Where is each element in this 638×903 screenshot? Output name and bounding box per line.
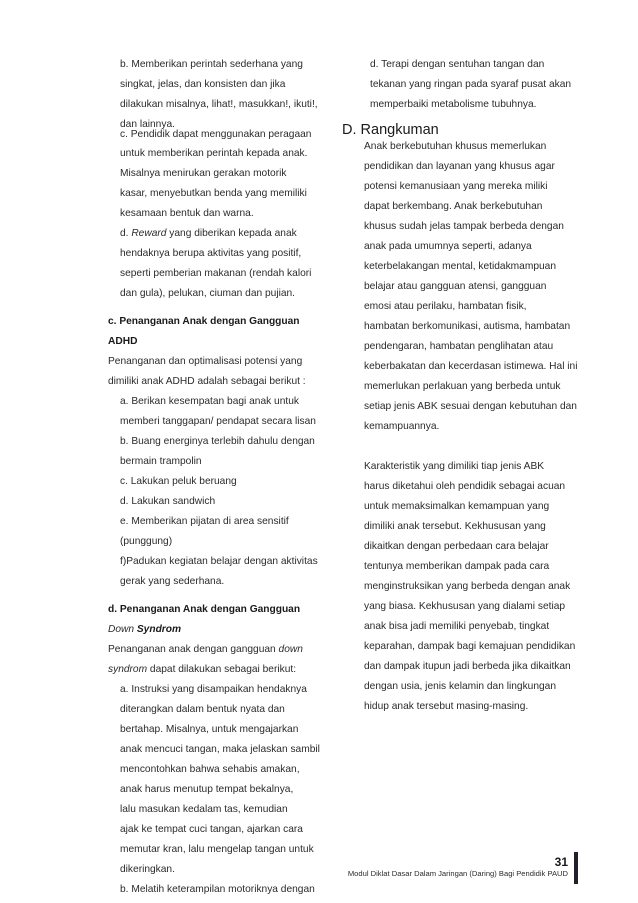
section-heading: ADHD	[108, 336, 138, 347]
list-item: a. Berikan kesempatan bagi anak untuk	[120, 396, 299, 407]
list-item: mencontohkan bahwa sehabis amakan,	[120, 764, 300, 775]
text-line: c. Pendidik dapat menggunakan peragaan	[120, 129, 312, 140]
list-item: anak harus menutup tempat bekalnya,	[120, 784, 294, 795]
text-line	[120, 227, 297, 241]
list-item: memberi tanggapan/ pendapat secara lisan	[120, 416, 316, 427]
text-line: pendidikan dan layanan yang khusus agar	[364, 161, 555, 172]
text-line: dilakukan misalnya, lihat!, masukkan!, ikuti!,	[120, 99, 318, 110]
text-line: untuk memaksimalkan kemampuan yang	[364, 501, 550, 512]
list-item: ajak ke tempat cuci tangan, ajarkan cara	[120, 824, 303, 835]
text-line: memperbaiki metabolisme tubuhnya.	[370, 99, 537, 110]
text-line: dimiliki anak ADHD adalah sebagai berikut :	[108, 376, 306, 387]
text-run: Syndrom	[136, 624, 182, 635]
text-line: harus diketahui oleh pendidik sebagai acuan	[364, 481, 566, 492]
text-run: Penanganan anak dengan gangguan	[108, 644, 279, 655]
text-line: kesamaan bentuk dan warna.	[120, 208, 254, 219]
text-run: down	[278, 644, 303, 655]
text-line: keparahan, dampak bagi kemajuan pendidikan	[364, 641, 576, 652]
text-line: dan gula), pelukan, ciuman dan pujian.	[120, 288, 296, 299]
text-line: keterbelakangan mental, ketidakmampuan	[364, 261, 556, 272]
text-line	[108, 643, 303, 657]
list-item: e. Memberikan pijatan di area sensitif	[120, 516, 289, 527]
list-item: anak mencuci tangan, maka jelaskan sambil	[120, 744, 320, 755]
list-item: f)Padukan kegiatan belajar dengan aktivitas	[120, 556, 318, 567]
text-line: dapat berkembang. Anak berkebutuhan	[364, 201, 543, 212]
text-run: syndrom	[108, 664, 148, 675]
list-item: b. Melatih keterampilan motoriknya dengan	[120, 884, 315, 895]
list-item: a. Instruksi yang disampaikan hendaknya	[120, 684, 307, 695]
text-run: d.	[120, 228, 132, 239]
text-line: dan dampak itupun jadi berbeda jika dikaitkan	[364, 661, 571, 672]
list-item: d. Lakukan sandwich	[120, 496, 216, 507]
text-line: keberbakatan dan kecerdasan istimewa. Hal ini	[364, 361, 578, 372]
text-line: untuk memberikan perintah kepada anak.	[120, 148, 308, 159]
text-line: dan lainnya.	[120, 119, 175, 130]
list-item: memutar kran, lalu mengelap tangan untuk	[120, 844, 314, 855]
text-line: anak bisa jadi memiliki penyebab, tingkat	[364, 621, 550, 632]
reward-term: Reward	[131, 228, 167, 239]
text-line: dikaitkan dengan perbedaan cara belajar	[364, 541, 549, 552]
text-line	[108, 663, 296, 677]
text-line: dengan usia, jenis kelamin dan lingkungan	[364, 681, 557, 692]
text-line: hendaknya berupa aktivitas yang positif,	[120, 248, 302, 259]
text-run: dapat dilakukan sebagai berikut:	[147, 664, 297, 675]
text-line: yang biasa. Kekhususan yang dialami setiap	[364, 601, 566, 612]
text-line: d. Terapi dengan sentuhan tangan dan	[370, 59, 545, 70]
text-line: Anak berkebutuhan khusus memerlukan	[364, 141, 547, 152]
module-title: Modul Diklat Dasar Dalam Jaringan (Daring) Bagi Pendidik PAUD	[347, 869, 568, 878]
text-line: setiap jenis ABK sesuai dengan kebutuhan dan	[364, 401, 577, 412]
text-line: emosi atau perilaku, hambatan fisik,	[364, 301, 527, 312]
text-line: Misalnya menirukan gerakan motorik	[120, 168, 287, 179]
page-number: 31	[554, 855, 568, 869]
text-line: tekanan yang ringan pada syaraf pusat akan	[370, 79, 572, 90]
section-heading	[108, 623, 181, 637]
text-line: khusus sudah jelas tampak berbeda dengan	[364, 221, 564, 232]
list-item: bermain trampolin	[120, 456, 202, 467]
list-item: gerak yang sederhana.	[120, 576, 225, 587]
list-item: dikeringkan.	[120, 864, 175, 875]
text-line: Penanganan dan optimalisasi potensi yang	[108, 356, 303, 367]
list-item: diterangkan dalam bentuk nyata dan	[120, 704, 285, 715]
text-line: kemampuannya.	[364, 421, 440, 432]
text-line: dimiliki anak tersebut. Kekhususan yang	[364, 521, 546, 532]
text-run: yang diberikan kepada anak	[166, 228, 297, 239]
section-heading: c. Penanganan Anak dengan Gangguan	[108, 316, 300, 327]
text-line: memerlukan perlakuan yang berbeda untuk	[364, 381, 561, 392]
text-line: kasar, menyebutkan benda yang memiliki	[120, 188, 307, 199]
text-line: pendengaran, hambatan penglihatan atau	[364, 341, 554, 352]
list-item: bertahap. Misalnya, untuk mengajarkan	[120, 724, 299, 735]
text-line: belajar atau gangguan atensi, gangguan	[364, 281, 547, 292]
section-title: D. Rangkuman	[342, 122, 439, 138]
text-line: anak pada umumnya seperti, adanya	[364, 241, 532, 252]
text-line: hidup anak tersebut masing-masing.	[364, 701, 529, 712]
text-line: hambatan berkomunikasi, autisma, hambatan	[364, 321, 571, 332]
footer-accent-bar	[574, 852, 578, 884]
list-item: (punggung)	[120, 536, 173, 547]
text-line: Karakteristik yang dimiliki tiap jenis ABK	[364, 461, 545, 472]
text-line: potensi kemanusiaan yang mereka miliki	[364, 181, 548, 192]
text-run: Down	[108, 624, 137, 635]
list-item: b. Buang energinya terlebih dahulu dengan	[120, 436, 315, 447]
list-item: c. Lakukan peluk beruang	[120, 476, 237, 487]
text-line: singkat, jelas, dan konsisten dan jika	[120, 79, 286, 90]
text-line: tentunya memberikan dampak pada cara	[364, 561, 550, 572]
section-heading: d. Penanganan Anak dengan Gangguan	[108, 604, 301, 615]
text-line: seperti pemberian makanan (rendah kalori	[120, 268, 312, 279]
text-line: menginstruksikan yang berbeda dengan anak	[364, 581, 571, 592]
text-line: b. Memberikan perintah sederhana yang	[120, 59, 303, 70]
list-item: lalu masukan kedalam tas, kemudian	[120, 804, 288, 815]
